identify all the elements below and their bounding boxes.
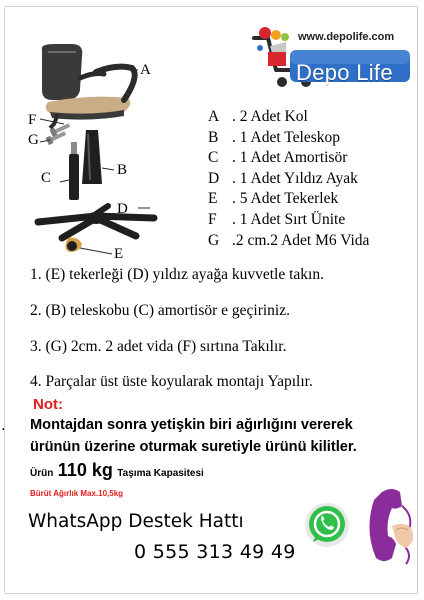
telephone-handset-icon	[362, 486, 418, 570]
logo-name: Depo Life	[296, 60, 393, 85]
diagram-label-g: G	[28, 132, 39, 148]
diagram-label-c: C	[41, 170, 52, 186]
support-phone-number: 0 555 313 49 49	[134, 541, 296, 563]
gross-weight: Bürüt Ağırlık Max.10,5kg	[30, 489, 124, 498]
diagram-label-a: A	[140, 62, 151, 78]
note-line: ürünün üzerine oturmak suretiyle ürünü kilitler.	[30, 439, 357, 455]
assembly-step: 1. (E) tekerleği (D) yıldız ayağa kuvvetle takın.	[30, 266, 324, 283]
bullet-dot: .	[1, 418, 6, 434]
diagram-label-e: E	[114, 246, 124, 262]
note-title: Not:	[33, 396, 63, 413]
capacity-value: 110 kg	[57, 460, 113, 480]
whatsapp-support-title: WhatsApp Destek Hattı	[28, 511, 244, 532]
parts-list-item: F . 1 Adet Sırt Ünite	[208, 210, 346, 228]
parts-list-item: G .2 cm.2 Adet M6 Vida	[208, 231, 370, 249]
parts-list-item: A . 2 Adet Kol	[208, 108, 308, 125]
office-chair-icon	[20, 38, 210, 260]
parts-list	[208, 107, 418, 251]
assembly-step: 2. (B) teleskobu (C) amortisör e geçiriniz.	[30, 302, 290, 319]
capacity-suffix: Taşıma Kapasitesi	[117, 468, 204, 479]
diagram-label-d: D	[117, 201, 128, 217]
diagram-label-b: B	[117, 162, 128, 178]
note-line: Montajdan sonra yetişkin biri ağırlığını vererek	[30, 417, 353, 433]
parts-list-item: C . 1 Adet Amortisör	[208, 149, 348, 167]
note-text	[30, 414, 420, 458]
logo-url: www.depolife.com	[298, 31, 395, 43]
capacity-line	[30, 460, 204, 481]
parts-list-item: E . 5 Adet Tekerlek	[208, 190, 339, 208]
whatsapp-icon	[302, 500, 352, 550]
assembly-step: 4. Parçalar üst üste koyularak montajı Yapılır.	[30, 373, 313, 390]
parts-list-item: B . 1 Adet Teleskop	[208, 128, 340, 146]
assembly-step: 3. (G) 2cm. 2 adet vida (F) sırtına Takılır.	[30, 338, 287, 355]
capacity-prefix: Ürün	[30, 468, 54, 479]
parts-list-item: D . 1 Adet Yıldız Ayak	[208, 169, 358, 187]
diagram-label-f: F	[28, 112, 37, 128]
